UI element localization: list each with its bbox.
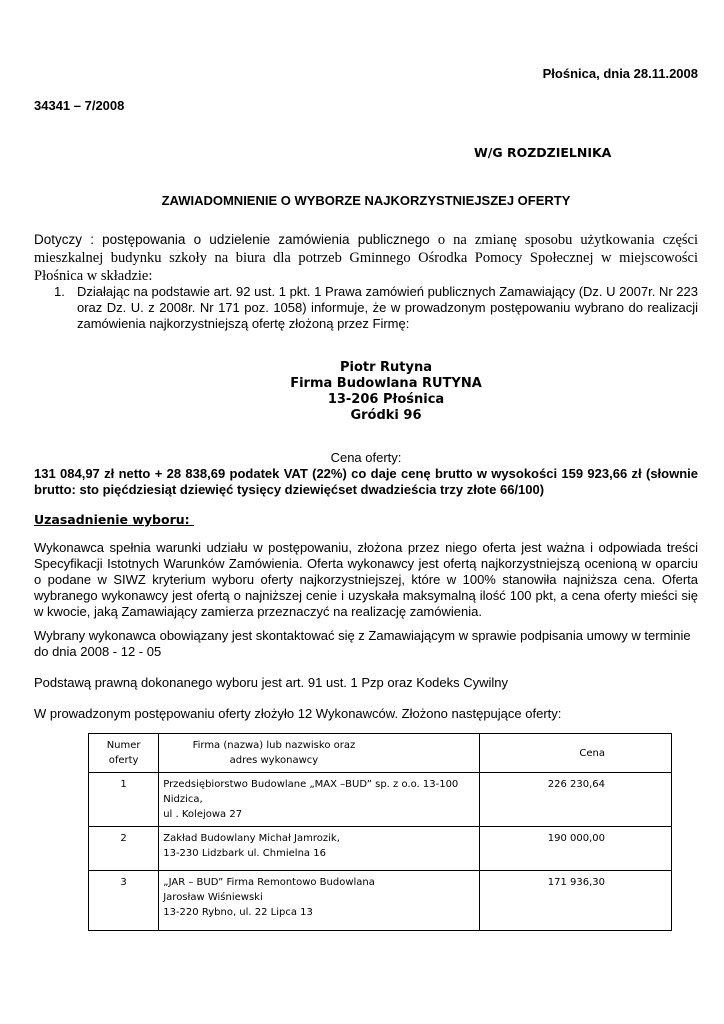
header-firm: [159, 734, 479, 773]
winner-company: Firma Budowlana RUTYNA: [290, 376, 482, 391]
table-header-row: [89, 734, 672, 773]
row-firm: [159, 871, 479, 931]
row-firm: [159, 773, 479, 827]
deadline-paragraph: Wybrany wykonawca obowiązany jest skontaktować się z Zamawiającym w sprawie podpisania umowy w terminie do dnia 2008 - 12 - 05: [34, 628, 691, 659]
price-label: Cena oferty:: [330, 450, 402, 465]
winner-street: Gródki 96: [350, 408, 422, 423]
winner-postal: 13-206 Płośnica: [327, 392, 445, 407]
header-price: Cena: [479, 734, 671, 773]
winner-name: Piotr Rutyna: [339, 360, 433, 375]
legal-basis: Podstawą prawną dokonanego wyboru jest art. 91 ust. 1 Pzp oraz Kodeks Cywilny: [34, 675, 509, 690]
justification-paragraph: Wykonawca spełnia warunki udziału w postępowaniu, złożona przez niego oferta jest ważna i odpowiada treści Specyfikacji Istotnych Warunków Zamówienia. Oferta wykonawcy jest ofertą najkorzystniejszą ocenioną w oparciu o podane w SIWZ kryterium wyboru oferty najkorzystniejszej, które w 100% stanowiła najniższa cena. Oferta wybranego wykonawcy jest ofertą o najniższej cenie i uzyskała maksymalną ilość 100 pkt, a cena oferty mieści się w kwocie, jaką Zamawiający zamierza przeznaczyć na realizację zamówienia.: [34, 540, 698, 619]
row-firm-line1: Przedsiębiorstwo Budowlane „MAX –BUD” sp. z o.o. 13-100 Nidzica,: [163, 779, 459, 805]
row-firm-line3: 13-220 Rybno, ul. 22 Lipca 13: [163, 907, 313, 918]
place-date: Płośnica, dnia 28.11.2008: [542, 66, 698, 81]
price-value: 131 084,97 zł netto + 28 838,69 podatek VAT (22%) co daje cenę brutto w wysokości 159 923,66 zł (słownie brutto: sto pięćdziesiąt dziewięć tysięcy dziewięćset dwadzieścia trzy złote 66/100): [34, 466, 698, 497]
item-text: Działając na podstawie art. 92 ust. 1 pkt. 1 Prawa zamówień publicznych Zamawiający (Dz. U 2007r. Nr 223 oraz Dz. U. z 2008r. Nr 171 poz. 1058) informuje, że w prowadzonym postępowaniu wybrano do realizacji zamówienia najkorzystniejszą ofertę złożoną przez Firmę:: [77, 284, 698, 331]
row-price: 226 230,64: [479, 773, 671, 827]
item-number: 1.: [54, 284, 65, 299]
intro-paragraph: [34, 231, 698, 285]
offers-table: [88, 733, 672, 931]
row-price: 190 000,00: [479, 827, 671, 871]
row-price: 171 936,30: [479, 871, 671, 931]
row-firm: [159, 827, 479, 871]
table-row: [89, 871, 672, 931]
reference-number: 34341 – 7/2008: [34, 98, 125, 113]
row-firm-line2: 13-230 Lidzbark ul. Chmielna 16: [163, 848, 326, 859]
row-number: 2: [89, 827, 159, 871]
table-row: [89, 773, 672, 827]
table-row: [89, 827, 672, 871]
row-number: 1: [89, 773, 159, 827]
intro-part2: o na zmianę sposobu użytkowania części mieszkalnej budynku szkoły na biura dla potrzeb Gminnego Ośrodka Pomocy Społecznej w miejscowości Płośnica w składzie:: [34, 232, 698, 284]
header-number: Numer oferty: [89, 734, 159, 773]
row-firm-line2: Jarosław Wiśniewski: [163, 892, 263, 903]
row-number: 3: [89, 871, 159, 931]
header-firm-line2: adres wykonawcy: [229, 755, 319, 766]
justification-heading: Uzasadnienie wyboru:: [34, 512, 195, 527]
winner-block: [34, 360, 724, 424]
recipient: W/G ROZDZIELNIKA: [474, 145, 612, 160]
offers-intro: W prowadzonym postępowaniu oferty złożyło 12 Wykonawców. Złożono następujące oferty:: [34, 706, 562, 721]
row-firm-line2: ul . Kolejowa 27: [163, 809, 243, 820]
intro-part1: Dotyczy : postępowania o udzielenie zamówienia publicznego: [34, 232, 430, 247]
row-firm-line1: „JAR – BUD” Firma Remontowo Budowlana: [163, 877, 375, 888]
header-firm-line1: Firma (nazwa) lub nazwisko oraz: [192, 740, 356, 751]
page-title: ZAWIADOMNIENIE O WYBORZE NAJKORZYSTNIEJSZEJ OFERTY: [161, 193, 571, 208]
row-firm-line1: Zakład Budowlany Michał Jamrozik,: [163, 833, 340, 844]
